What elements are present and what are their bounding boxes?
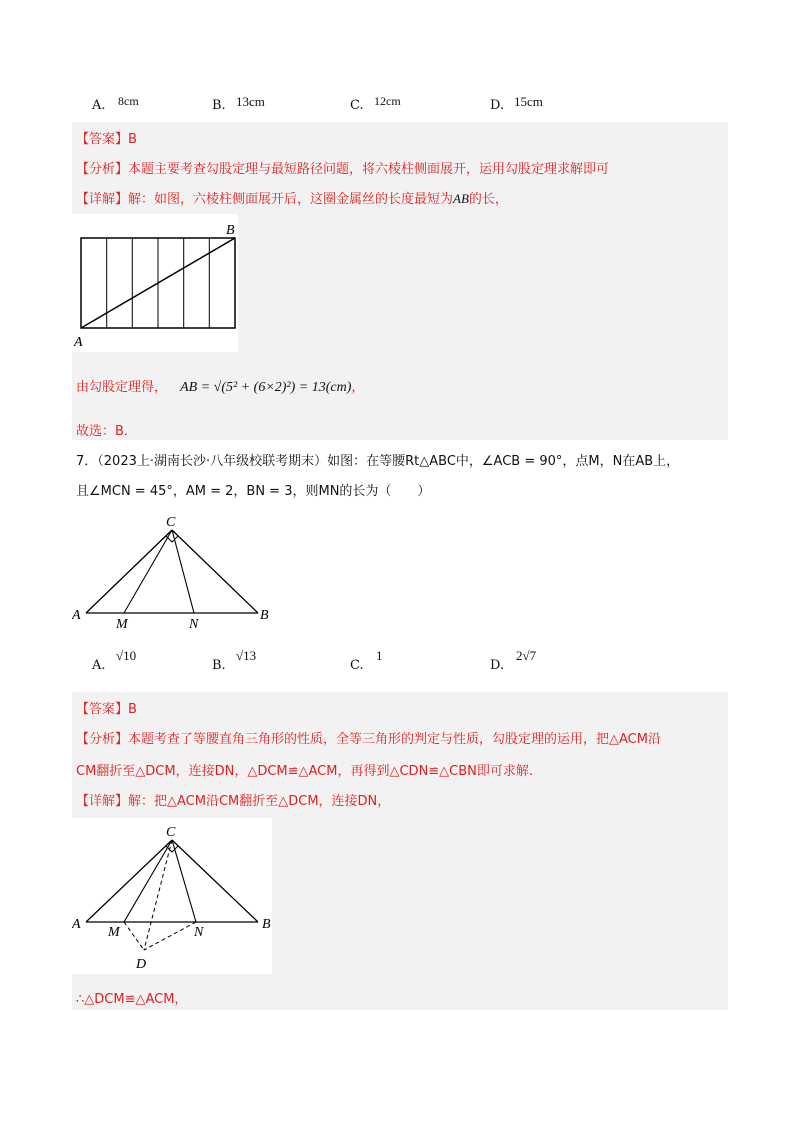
q7-option-d-value: 2√7 [516,648,537,663]
fold-diagram [72,818,272,974]
q7-analysis-line2: CM翻折至△DCM，连接DN，△DCM≌△ACM，再得到△CDN≌△CBN即可求解. [76,764,534,779]
q6-option-d-value: 15cm [514,94,543,109]
label-a: A [72,917,81,932]
label-b: B [226,223,235,238]
q7-option-d-letter: D. [490,658,505,673]
label-b: B [262,917,271,932]
q7-therefore: ∴△DCM≌△ACM， [76,992,188,1007]
side-ac [86,530,172,613]
segment-cm [124,840,172,922]
q6-formula-prefix: 由勾股定理得， [76,380,168,395]
q6-formula-end: ， [351,380,365,395]
label-n: N [189,617,199,632]
label-c: C [166,825,176,840]
label-a: A [74,335,83,350]
q6-option-c-value: 12cm [374,94,401,108]
label-a: A [72,608,81,623]
q7-option-b-letter: B. [212,658,226,673]
segment-nd-dashed [144,922,196,950]
label-n: N [194,925,204,940]
q6-formula-line [76,376,364,396]
isosceles-right-triangle-diagram [72,508,282,632]
side-ac [86,840,172,922]
q7-analysis-line1: 【分析】本题考查了等腰直角三角形的性质，全等三角形的判定与性质，勾股定理的运用，把△ACM沿 [76,732,661,747]
q7-option-c-value: 1 [376,648,383,663]
q6-figure [72,214,238,352]
side-bc [172,840,258,922]
q7-stem-line2: 且∠MCN = 45°，AM = 2，BN = 3，则MN的长为（ ） [76,484,431,499]
q7-stem-line1: 7．（2023上·湖南长沙·八年级校联考期末）如图：在等腰Rt△ABC中，∠ACB = 90°，点M，N在AB上， [76,454,680,469]
q6-option-b-letter: B. [212,98,226,113]
side-bc [172,530,258,613]
q6-detail-var: AB [453,191,469,206]
q7-detail: 【详解】解：把△ACM沿CM翻折至△DCM，连接DN， [76,794,391,809]
q7-option-b-value: √13 [236,648,257,663]
label-m: M [116,617,128,632]
segment-cn [172,530,194,613]
label-b: B [260,608,269,623]
q6-detail [76,188,508,207]
q7-figure [72,508,282,632]
q6-conclusion: 故选：B． [76,424,137,439]
q6-option-a-value: 8cm [118,94,139,108]
q6-detail-suffix: 的长， [468,192,508,207]
q7-option-c-letter: C. [350,658,364,673]
q6-option-c-letter: C. [350,98,364,113]
q6-option-a-letter: A. [92,98,106,113]
segment-cm [124,530,172,613]
q6-formula: AB = √(5² + (6×2)²) = 13(cm) [180,380,352,395]
q6-answer: 【答案】B [76,132,137,147]
segment-cd-dashed [144,840,172,950]
q6-detail-prefix: 【详解】解：如图，六棱柱侧面展开后，这圈金属丝的长度最短为 [76,192,454,207]
q7-answer: 【答案】B [76,702,137,717]
q6-option-b-value: 13cm [236,94,265,109]
label-d: D [136,957,147,972]
q6-option-d-letter: D. [490,98,505,113]
label-m: M [108,925,120,940]
q7-option-a-letter: A. [92,658,106,673]
label-c: C [166,515,176,530]
segment-md-dashed [124,922,144,950]
q7-option-a-value: √10 [116,648,137,663]
unrolled-prism-diagram [72,214,238,352]
q7-solution-figure [72,818,272,974]
q6-analysis: 【分析】本题主要考查勾股定理与最短路径问题，将六棱柱侧面展开，运用勾股定理求解即可 [76,162,610,177]
